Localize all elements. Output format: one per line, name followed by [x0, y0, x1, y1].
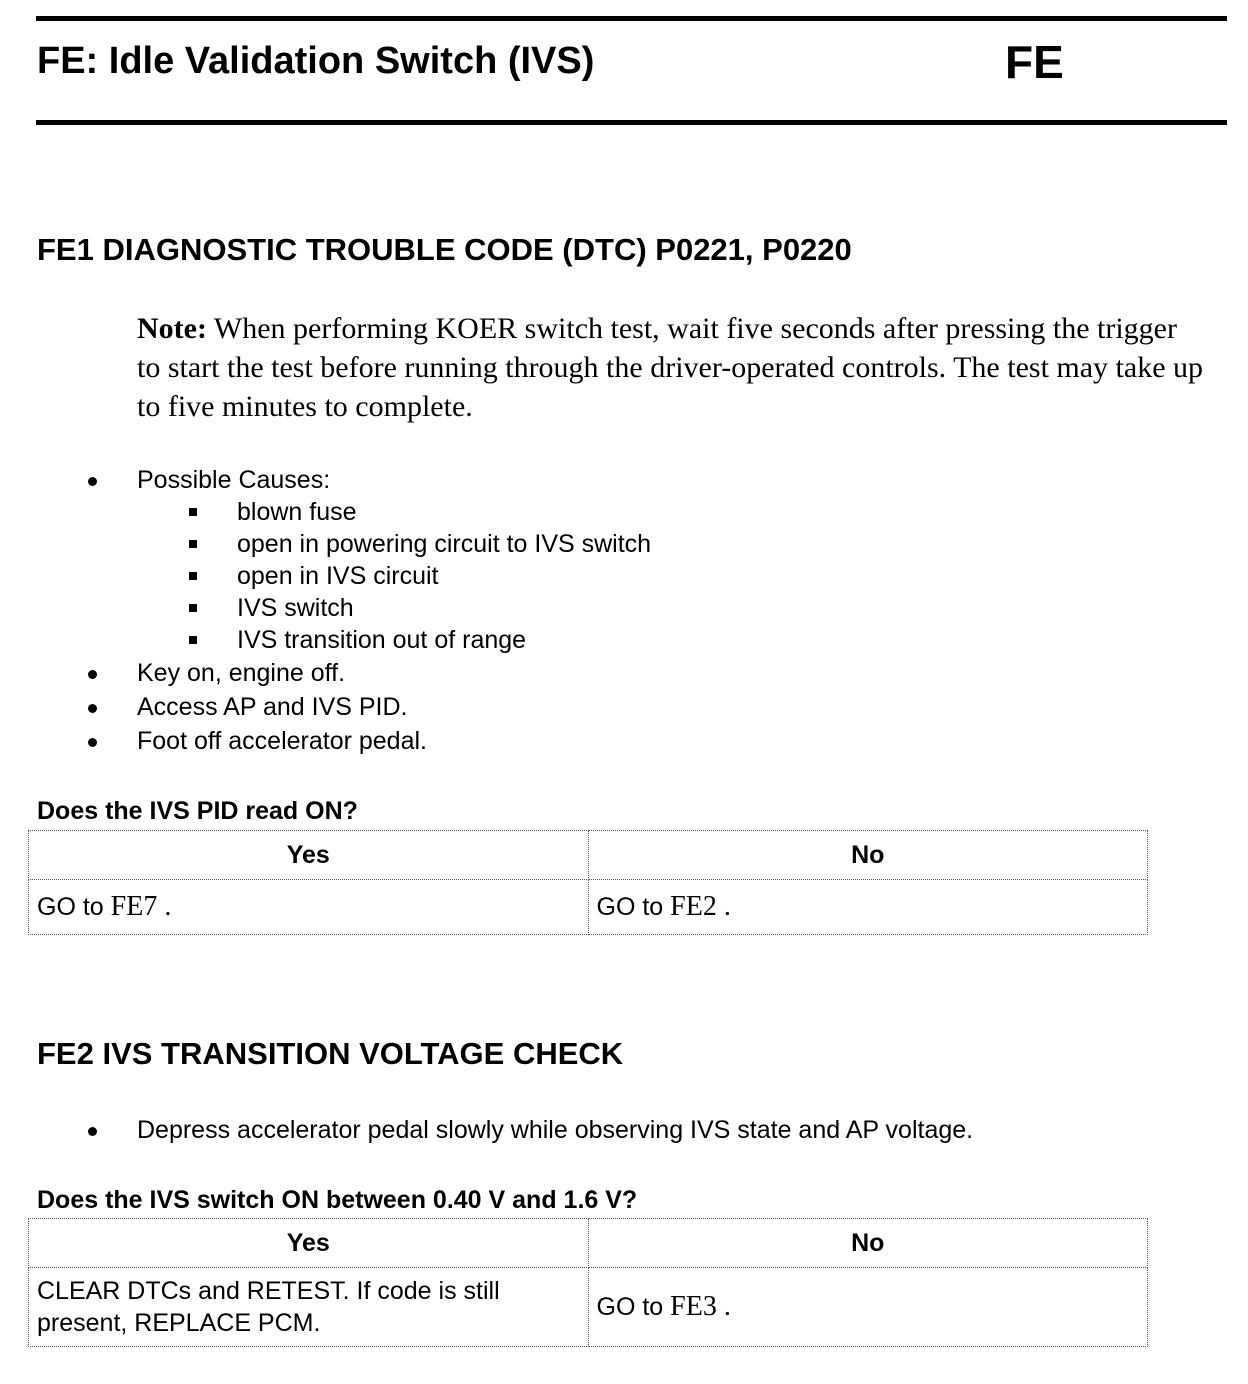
fe1-decision-table — [28, 830, 1148, 935]
no-cell — [588, 880, 1148, 935]
header-top-rule — [36, 16, 1227, 21]
bullet-icon — [88, 738, 97, 747]
yes-suffix: . — [157, 891, 172, 922]
square-bullet-icon — [189, 540, 197, 548]
no-prefix: GO to — [596, 893, 671, 921]
no-suffix: . — [716, 891, 731, 922]
no-header: No — [588, 1219, 1148, 1268]
fe2-link[interactable]: FE2 — [670, 891, 717, 922]
yes-header: Yes — [29, 831, 589, 880]
fe1-note — [137, 309, 1207, 426]
step-item: Access AP and IVS PID. — [137, 693, 408, 721]
yes-cell: CLEAR DTCs and RETEST. If code is still present, REPLACE PCM. — [29, 1268, 589, 1347]
fe1-heading: FE1 DIAGNOSTIC TROUBLE CODE (DTC) P0221, P0220 — [37, 232, 852, 267]
bullet-icon — [88, 477, 97, 486]
bullet-icon — [88, 670, 97, 679]
square-bullet-icon — [189, 604, 197, 612]
causes-title: Possible Causes: — [137, 466, 331, 494]
cause-item: open in powering circuit to IVS switch — [237, 530, 652, 558]
table-header-row — [29, 1219, 1148, 1268]
no-cell — [588, 1268, 1148, 1347]
no-suffix: . — [716, 1291, 731, 1322]
note-label: Note: — [137, 312, 207, 345]
step-item: Depress accelerator pedal slowly while observing IVS state and AP voltage. — [137, 1116, 974, 1144]
step-item: Key on, engine off. — [137, 659, 346, 687]
section-code: FE — [1005, 36, 1064, 88]
cause-item: IVS transition out of range — [237, 626, 527, 654]
step-item: Foot off accelerator pedal. — [137, 727, 427, 755]
fe1-question: Does the IVS PID read ON? — [37, 797, 358, 825]
fe3-link[interactable]: FE3 — [670, 1291, 717, 1322]
page-title: FE: Idle Validation Switch (IVS) — [37, 40, 595, 82]
cause-item: IVS switch — [237, 594, 354, 622]
yes-header: Yes — [29, 1219, 589, 1268]
note-text: When performing KOER switch test, wait five seconds after pressing the trigger to start the test before running through the driver-operated controls. The test may take up to five minutes to complete. — [137, 312, 1204, 423]
fe2-question: Does the IVS switch ON between 0.40 V and 1.6 V? — [37, 1186, 638, 1214]
yes-prefix: GO to — [37, 893, 111, 921]
table-row — [29, 880, 1148, 935]
yes-cell — [29, 880, 589, 935]
table-header-row — [29, 831, 1148, 880]
cause-item: open in IVS circuit — [237, 562, 439, 590]
no-prefix: GO to — [596, 1293, 671, 1321]
header-bottom-rule — [36, 120, 1227, 125]
square-bullet-icon — [189, 508, 197, 516]
fe2-decision-table — [28, 1218, 1148, 1347]
table-row — [29, 1268, 1148, 1347]
no-header: No — [588, 831, 1148, 880]
bullet-icon — [88, 704, 97, 713]
bullet-icon — [88, 1127, 97, 1136]
fe7-link[interactable]: FE7 — [110, 891, 158, 922]
square-bullet-icon — [189, 636, 197, 644]
square-bullet-icon — [189, 572, 197, 580]
fe2-heading: FE2 IVS TRANSITION VOLTAGE CHECK — [37, 1036, 624, 1071]
cause-item: blown fuse — [237, 498, 357, 526]
